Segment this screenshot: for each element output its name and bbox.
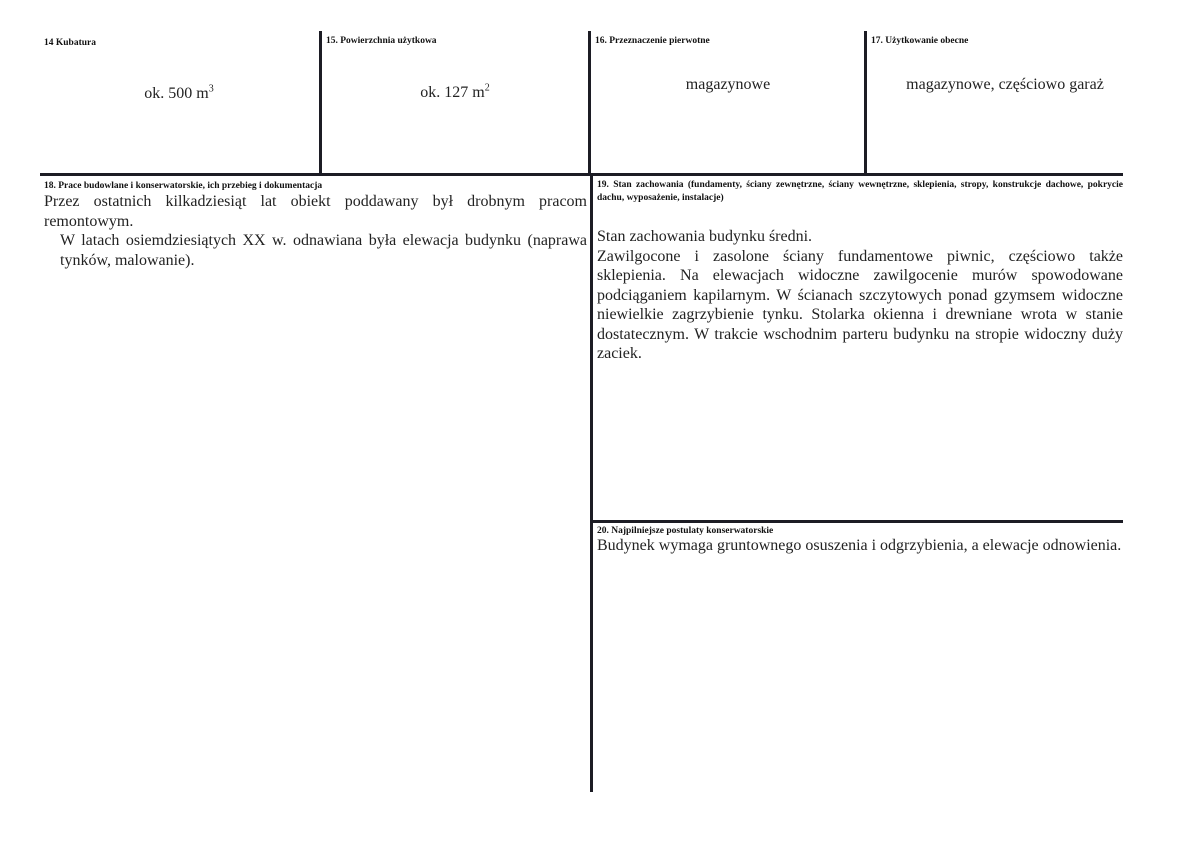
field-label: 14 Kubatura [44, 38, 96, 48]
value-exponent: 3 [208, 83, 214, 95]
field-label: 15. Powierzchnia użytkowa [326, 36, 437, 46]
value-text: ok. 500 m [144, 85, 209, 102]
field-value: magazynowe, częściowo garaż [906, 76, 1104, 93]
paragraph: W latach osiemdziesiątych XX w. odnawiana była elewacja budynku (naprawa tynków, malowanie). [60, 232, 587, 269]
paragraph: Przez ostatnich kilkadziesiąt lat obiekt poddawany był drobnym pracom remontowym. [44, 193, 587, 230]
field-value [40, 84, 318, 104]
field-label: 19. Stan zachowania (fundamenty, ściany zewnętrzne, ściany wewnętrzne, sklepienia, stropy, konstrukcje dachowe, pokrycie dachu, wyposażenie, instalacje) [597, 180, 1123, 203]
paragraph: Zawilgocone i zasolone ściany fundamentowe piwnic, częściowo także sklepienia. Na elewacjach widoczne zawilgocenie murów spowodowane podciąganiem kapilarnym. W ścianach szczytowych ponad gzymsem widoczne niewielkie zagrzybienie tynku. Stolarka okienna i drewniane wrota w stanie dostatecznym. W trakcie wschodnim parteru budynku na stropie widoczny duży zaciek. [597, 247, 1123, 362]
field-text [44, 192, 587, 270]
field-value: magazynowe [685, 76, 771, 93]
divider-16-17 [864, 31, 867, 175]
divider-row1-bottom [40, 173, 1123, 176]
field-value [322, 83, 588, 103]
field-label: 16. Przeznaczenie pierwotne [595, 36, 710, 46]
value-text: ok. 127 m [420, 84, 485, 101]
divider-18-19 [590, 173, 593, 792]
divider-14-15 [319, 31, 322, 175]
field-label: 17. Użytkowanie obecne [871, 36, 969, 46]
field-label: 20. Najpilniejsze postulaty konserwatorskie [597, 526, 774, 536]
paragraph: Budynek wymaga gruntownego osuszenia i odgrzybienia, a elewacje odnowienia. [597, 537, 1122, 554]
divider-15-16 [588, 31, 591, 175]
value-exponent: 2 [484, 82, 490, 94]
field-text [597, 227, 1123, 364]
field-label: 18. Prace budowlane i konserwatorskie, ich przebieg i dokumentacja [44, 181, 323, 191]
paragraph: Stan zachowania budynku średni. [597, 228, 813, 245]
field-text [597, 536, 1123, 556]
divider-19-20 [592, 520, 1123, 523]
